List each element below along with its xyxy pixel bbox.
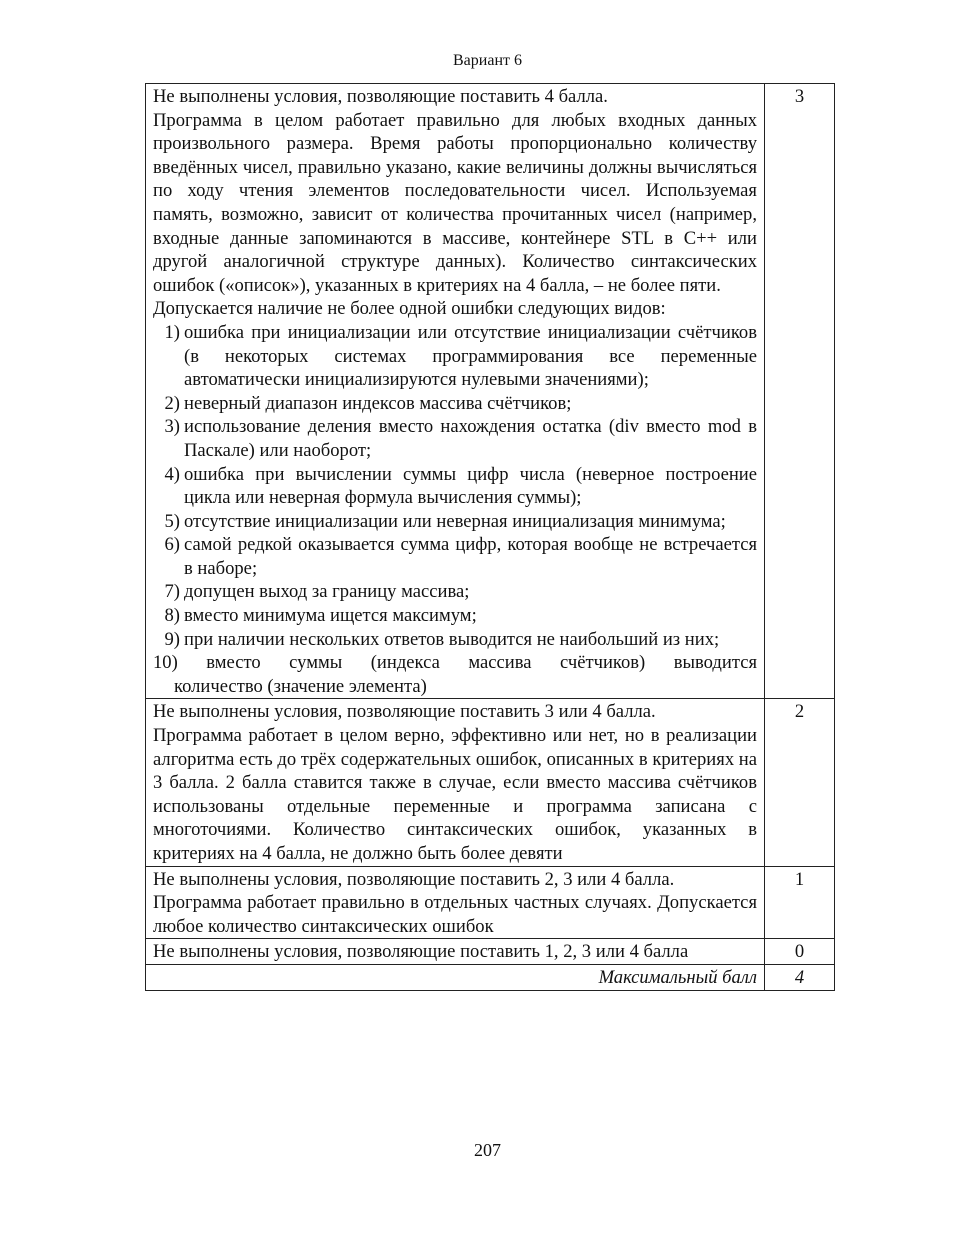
list-item-text: вместо минимума ищется максимум; (184, 605, 477, 627)
max-score-value: 4 (765, 964, 835, 990)
criteria-title: Не выполнены условия, позволяющие поставить 2, 3 или 4 балла. (153, 868, 675, 890)
criteria-description (146, 866, 765, 939)
score-cell: 2 (765, 699, 835, 866)
score-cell: 0 (765, 939, 835, 965)
list-item-text: допущен выход за границу массива; (184, 581, 470, 603)
list-item-number: 8) (164, 605, 180, 627)
list-item-text: использование деления вместо нахождения остатка (div вместо mod в Паскале) или наоборот; (184, 416, 757, 461)
list-item-number: 9) (164, 628, 180, 650)
list-item (153, 321, 757, 392)
list-item-number: 5) (164, 510, 180, 532)
criteria-row-0 (146, 939, 835, 965)
criteria-title: Не выполнены условия, позволяющие поставить 4 балла. (153, 86, 608, 107)
criteria-description (146, 939, 765, 965)
criteria-body: Программа работает в целом верно, эффективно или нет, но в реализации алгоритма есть до трёх содержательных ошибок, описанных в критериях на 3 балла. 2 балла ставится также в случае, если вместо массива счётчиков использованы отдельные переменные и программа записана с многоточиями. Количество синтаксических ошибок, указанных в критериях на 4 балла, не должно быть более девяти (153, 725, 757, 864)
list-item-text: при наличии нескольких ответов выводится не наибольший из них; (184, 628, 720, 650)
max-score-label: Максимальный балл (146, 964, 765, 990)
list-item-number: 7) (164, 581, 180, 603)
list-item-text: ошибка при инициализации или отсутствие инициализации счётчиков (в некоторых системах программирования все переменные автоматически инициализируются нулевыми значениями); (184, 321, 757, 391)
list-item-text: неверный диапазон индексов массива счётчиков; (184, 392, 572, 414)
list-item-number: 2) (164, 392, 180, 414)
criteria-description (146, 699, 765, 866)
variant-header: Вариант 6 (453, 52, 522, 69)
criteria-title: Не выполнены условия, позволяющие поставить 3 или 4 балла. (153, 701, 656, 723)
list-item-number: 10) (153, 652, 178, 674)
list-item (153, 533, 757, 580)
criteria-table (145, 83, 835, 991)
list-item (153, 628, 757, 652)
score-cell: 1 (765, 866, 835, 939)
criteria-title: Не выполнены условия, позволяющие поставить 1, 2, 3 или 4 балла (153, 941, 689, 963)
list-item-10 (153, 651, 757, 698)
list-item-10-line2: количество (значение элемента) (174, 675, 427, 697)
list-intro: Допускается наличие не более одной ошибки следующих видов: (153, 298, 666, 320)
list-item (153, 463, 757, 510)
error-list (153, 321, 757, 699)
criteria-body: Программа работает правильно в отдельных частных случаях. Допускается любое количество синтаксических ошибок (153, 892, 757, 937)
list-item (153, 604, 757, 628)
criteria-row-3 (146, 84, 835, 699)
list-item-number: 6) (164, 534, 180, 556)
list-item-text: ошибка при вычислении суммы цифр числа (неверное построение цикла или неверная формула вычисления суммы); (184, 463, 757, 509)
list-item (153, 580, 757, 604)
list-item (153, 415, 757, 462)
list-item (153, 392, 757, 416)
score-cell: 3 (765, 84, 835, 699)
list-item-text: вместо суммы (индекса массива счётчиков) выводится (206, 652, 757, 674)
max-score-row (146, 964, 835, 990)
list-item-text: отсутствие инициализации или неверная инициализация минимума; (184, 510, 726, 532)
criteria-description (146, 84, 765, 699)
criteria-body: Программа в целом работает правильно для любых входных данных произвольного размера. Время работы пропорционально количеству введённых чисел, правильно указано, какие величины должны вычисляться по ходу чтения элементов последовательности чисел. Используемая память, возможно, зависит от количества прочитанных чисел (например, входные данные запоминаются в массиве, контейнере STL в C++ или другой аналогичной структуре данных). Количество синтаксических ошибок («описок»), указанных в критериях на 4 балла, – не более пяти. (153, 109, 757, 296)
list-item-text: самой редкой оказывается сумма цифр, которая вообще не встречается в наборе; (184, 534, 757, 579)
criteria-row-2 (146, 699, 835, 866)
list-item-10-line1 (153, 651, 757, 675)
criteria-row-1 (146, 866, 835, 939)
page-number: 207 (474, 1140, 501, 1160)
list-item (153, 510, 757, 534)
list-item-number: 4) (164, 463, 180, 485)
list-item-number: 1) (164, 321, 180, 343)
list-item-number: 3) (164, 416, 180, 438)
